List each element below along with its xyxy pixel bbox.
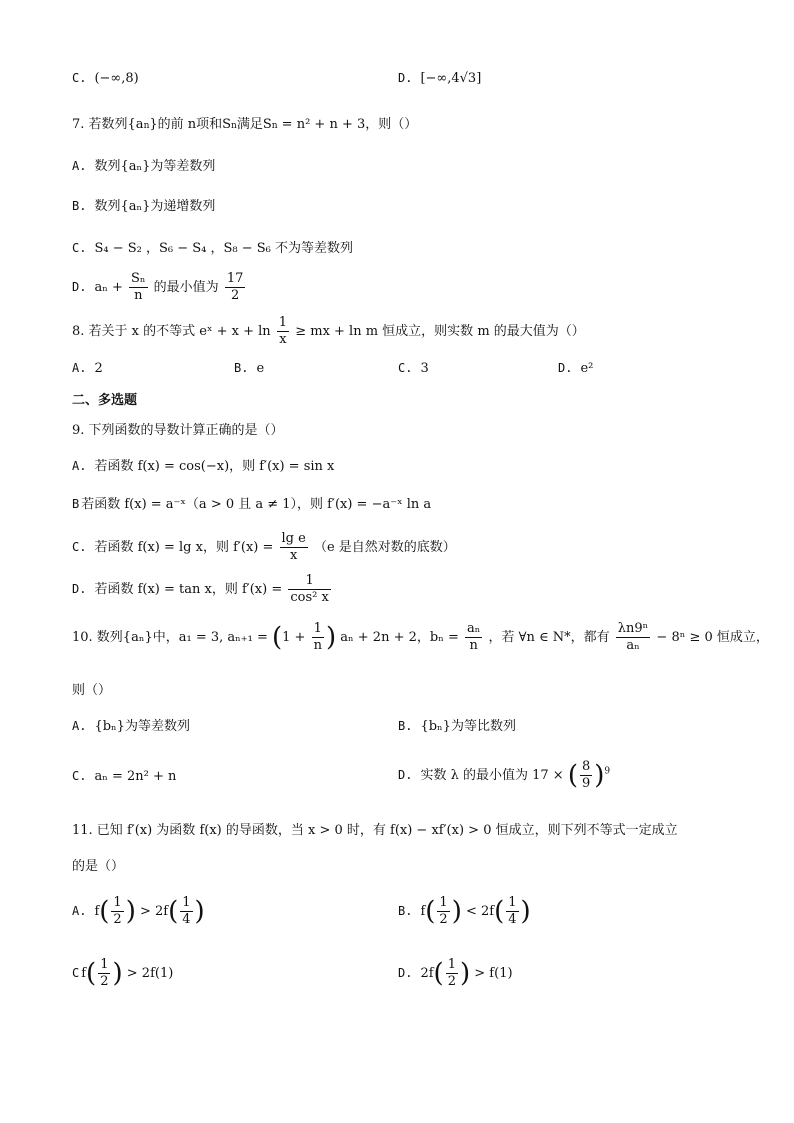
fraction: $\frac{17}{2}$	[226, 271, 244, 303]
q8-option-d: D. e²	[558, 361, 594, 376]
fraction: $\frac{1}{n}$	[313, 621, 322, 653]
q8-option-a: A. 2	[72, 361, 103, 376]
q10-option-a: A. {bₙ}为等差数列	[72, 719, 190, 734]
q9-stem: 9. 下列函数的导数计算正确的是（）	[72, 423, 284, 438]
q11-option-a: A. f( $\frac{1}{2}$ ) > 2f( $\frac{1}{4}$ )	[72, 895, 205, 927]
fraction: $\frac{1}{2}$	[100, 957, 109, 989]
fraction: $\frac{\text{Sₙ}}{n}$	[131, 271, 146, 303]
q11-option-b: B. f( $\frac{1}{2}$ ) < 2f( $\frac{1}{4}$ )	[398, 895, 531, 927]
fraction: $\frac{1}{4}$	[182, 895, 191, 927]
q9-option-c: C. 若函数 f(x) = lg x，则 f′(x) = $\frac{\text{lg e}}{x}$ （e 是自然对数的底数）	[72, 531, 456, 563]
q7-option-b: B. 数列{aₙ}为递增数列	[72, 199, 216, 214]
q8-stem: 8. 若关于 x 的不等式 eˣ + x + ln $\frac{1}{x}$ ≥ mx + ln m 恒成立，则实数 m 的最大值为（）	[72, 315, 585, 347]
q6-option-c: C. (−∞,8)	[72, 71, 139, 86]
q11-option-c: C f( $\frac{1}{2}$ ) > 2f(1)	[72, 957, 174, 989]
fraction: $\frac{1}{2}$	[439, 895, 448, 927]
q11-stem: 11. 已知 f′(x) 为函数 f(x) 的导函数，当 x > 0 时，有 f(x) − xf′(x) > 0 恒成立，则下列不等式一定成立	[72, 823, 678, 838]
q9-option-b: B 若函数 f(x) = a⁻ˣ（a > 0 且 a ≠ 1），则 f′(x) = −a⁻ˣ ln a	[72, 497, 432, 512]
q10-option-b: B. {bₙ}为等比数列	[398, 719, 516, 734]
q11-stem-cont: 的是（）	[72, 859, 125, 874]
q9-option-a: A. 若函数 f(x) = cos(−x)，则 f′(x) = sin x	[72, 459, 335, 474]
fraction: $\frac{1}{x}$	[278, 315, 288, 347]
fraction: $\frac{1}{2}$	[113, 895, 122, 927]
q8-option-b: B. e	[234, 361, 265, 376]
q10-stem: 10. 数列{aₙ}中，a₁ = 3, aₙ₊₁ = (1 + $\frac{1}{n}$ ) aₙ + 2n + 2，bₙ = $\frac{\text{aₙ}}{n}$ ，若 ∀n ∈ N*，都有 $\frac{\text{λn9ⁿ}}{\text{aₙ}}$ − 8ⁿ ≥ 0 恒成立，	[72, 621, 769, 653]
q6-option-d: D. [−∞,4√3]	[398, 71, 482, 86]
fraction: $\frac{\text{aₙ}}{n}$	[466, 621, 481, 653]
q10-option-d: D. 实数 λ 的最小值为 17 × ( $\frac{8}{9}$ )$^9$	[398, 759, 611, 791]
q7-option-c: C. S₄ − S₂ ，S₆ − S₄ ，S₈ − S₆ 不为等差数列	[72, 241, 354, 256]
fraction: $\frac{\text{lg e}}{x}$	[281, 531, 306, 563]
q10-option-c: C. aₙ = 2n² + n	[72, 769, 177, 784]
q7-stem: 7. 若数列{an}的前 n项和Sn满足Sn = n² + n + 3，则（）	[72, 117, 418, 132]
q9-option-d: D. 若函数 f(x) = tan x，则 f′(x) = $\frac{1}{\text{cos² x}}$	[72, 573, 329, 605]
q7-sub: n	[143, 121, 150, 131]
section-title: 二、多选题	[72, 393, 138, 408]
fraction: $\frac{1}{2}$	[447, 957, 456, 989]
fraction: $\frac{\text{λn9ⁿ}}{\text{aₙ}}$	[617, 621, 649, 653]
fraction: $\frac{1}{4}$	[508, 895, 517, 927]
q8-option-c: C. 3	[398, 361, 429, 376]
q10-stem-cont: 则（）	[72, 683, 112, 698]
fraction: $\frac{8}{9}$	[581, 759, 591, 791]
q7-option-d: D. aₙ + $\frac{\text{Sₙ}}{n}$ 的最小值为 $\frac{17}{2}$	[72, 271, 244, 303]
q11-option-d: D. 2f( $\frac{1}{2}$ ) > f(1)	[398, 957, 513, 989]
q7-option-a: A. 数列{aₙ}为等差数列	[72, 159, 216, 174]
fraction: $\frac{1}{\text{cos² x}}$	[290, 573, 329, 605]
